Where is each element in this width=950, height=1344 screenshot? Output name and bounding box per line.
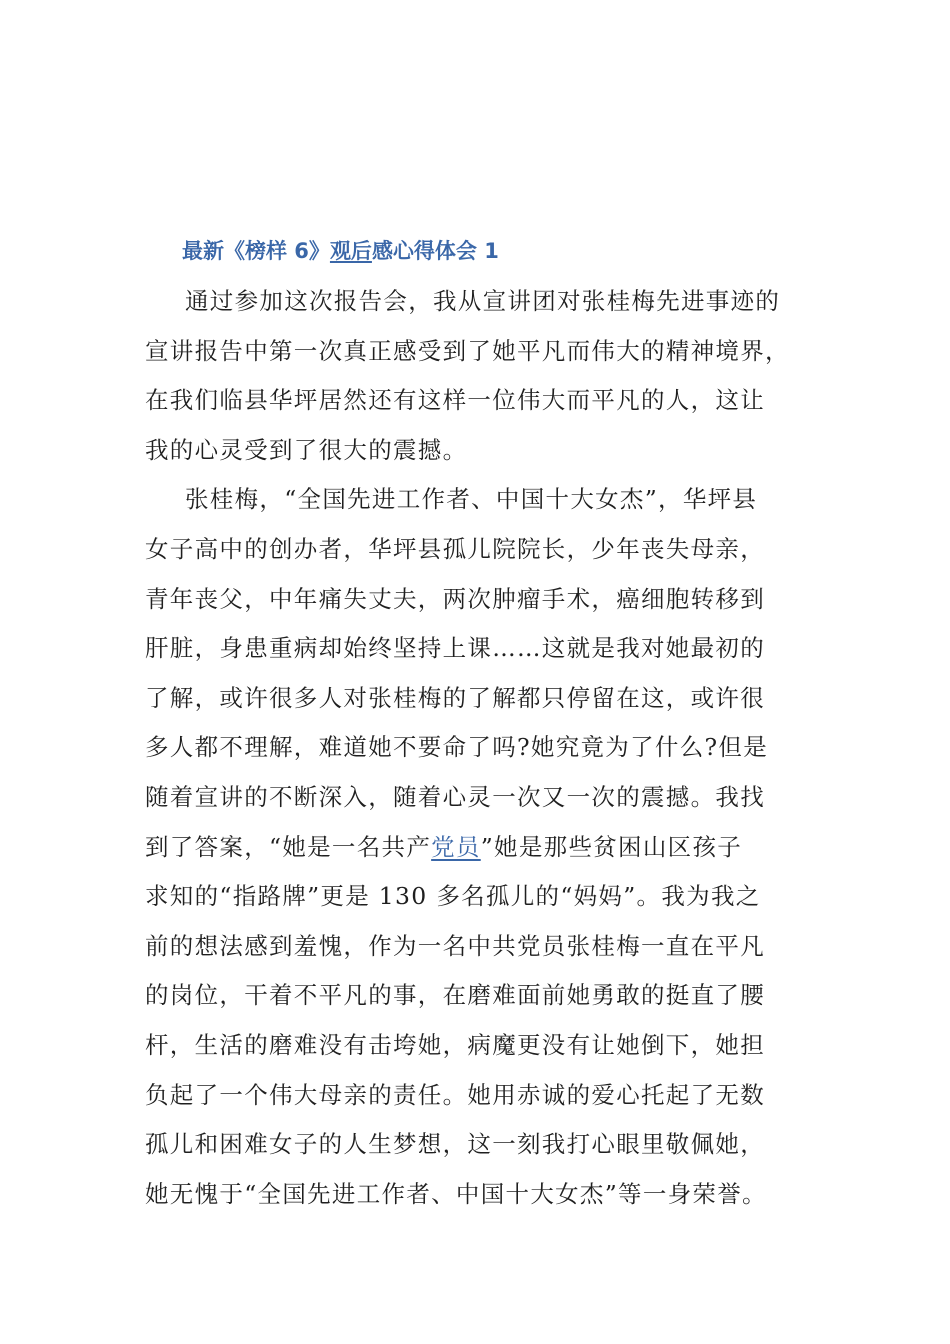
paragraph-line: 肝脏，身患重病却始终坚持上课……这就是我对她最初的 xyxy=(145,634,765,663)
paragraph-line: 随着宣讲的不断深入，随着心灵一次又一次的震撼。我找 xyxy=(145,782,765,811)
paragraph-line: 宣讲报告中第一次真正感受到了她平凡而伟大的精神境界， xyxy=(145,336,790,365)
document-title xyxy=(182,231,499,271)
paragraph-line: 求知的“指路牌”更是 130 多名孤儿的“妈妈”。我为我之 xyxy=(145,882,761,911)
paragraph-line: 我的心灵受到了很大的震撼。 xyxy=(145,435,468,464)
line-text-before-link: 到了答案，“她是一名共产 xyxy=(145,832,432,861)
paragraph-line: 张桂梅，“全国先进工作者、中国十大女杰”，华坪县 xyxy=(185,485,758,514)
paragraph-line-with-link xyxy=(145,823,825,873)
paragraph-line: 通过参加这次报告会，我从宣讲团对张桂梅先进事迹的 xyxy=(185,287,781,315)
paragraph-1 xyxy=(145,277,825,475)
paragraph-line: 青年丧父，中年痛失丈夫，两次肿瘤手术，癌细胞转移到 xyxy=(145,584,765,613)
paragraph-line: 负起了一个伟大母亲的责任。她用赤诚的爱心托起了无数 xyxy=(145,1080,765,1109)
title-link-guanhou[interactable]: 观后 xyxy=(329,239,372,263)
paragraph-line: 多人都不理解，难道她不要命了吗?她究竟为了什么?但是 xyxy=(145,733,768,762)
paragraph-line: 在我们临县华坪居然还有这样一位伟大而平凡的人，这让 xyxy=(145,386,765,415)
paragraph-line: 她无愧于“全国先进工作者、中国十大女杰”等一身荣誉。 xyxy=(145,1179,767,1208)
paragraph-line: 前的想法感到羞愧，作为一名中共党员张桂梅一直在平凡 xyxy=(145,931,765,960)
document-body xyxy=(145,277,825,1219)
paragraph-line: 孤儿和困难女子的人生梦想，这一刻我打心眼里敬佩她， xyxy=(145,1130,765,1159)
paragraph-line: 的岗位，干着不平凡的事，在磨难面前她勇敢的挺直了腰 xyxy=(145,981,765,1010)
title-prefix: 最新《榜样 6》 xyxy=(182,239,330,263)
paragraph-line: 了解，或许很多人对张桂梅的了解都只停留在这，或许很 xyxy=(145,683,765,712)
paragraph-line: 女子高中的创办者，华坪县孤儿院院长，少年丧失母亲， xyxy=(145,534,765,563)
title-suffix: 感心得体会 1 xyxy=(371,239,499,263)
link-dangyuan[interactable]: 党员 xyxy=(431,832,481,861)
paragraph-2 xyxy=(145,475,825,1219)
paragraph-line: 杆，生活的磨难没有击垮她，病魔更没有让她倒下，她担 xyxy=(145,1030,765,1059)
line-text-after-link: ”她是那些贫困山区孩子 xyxy=(480,832,743,861)
